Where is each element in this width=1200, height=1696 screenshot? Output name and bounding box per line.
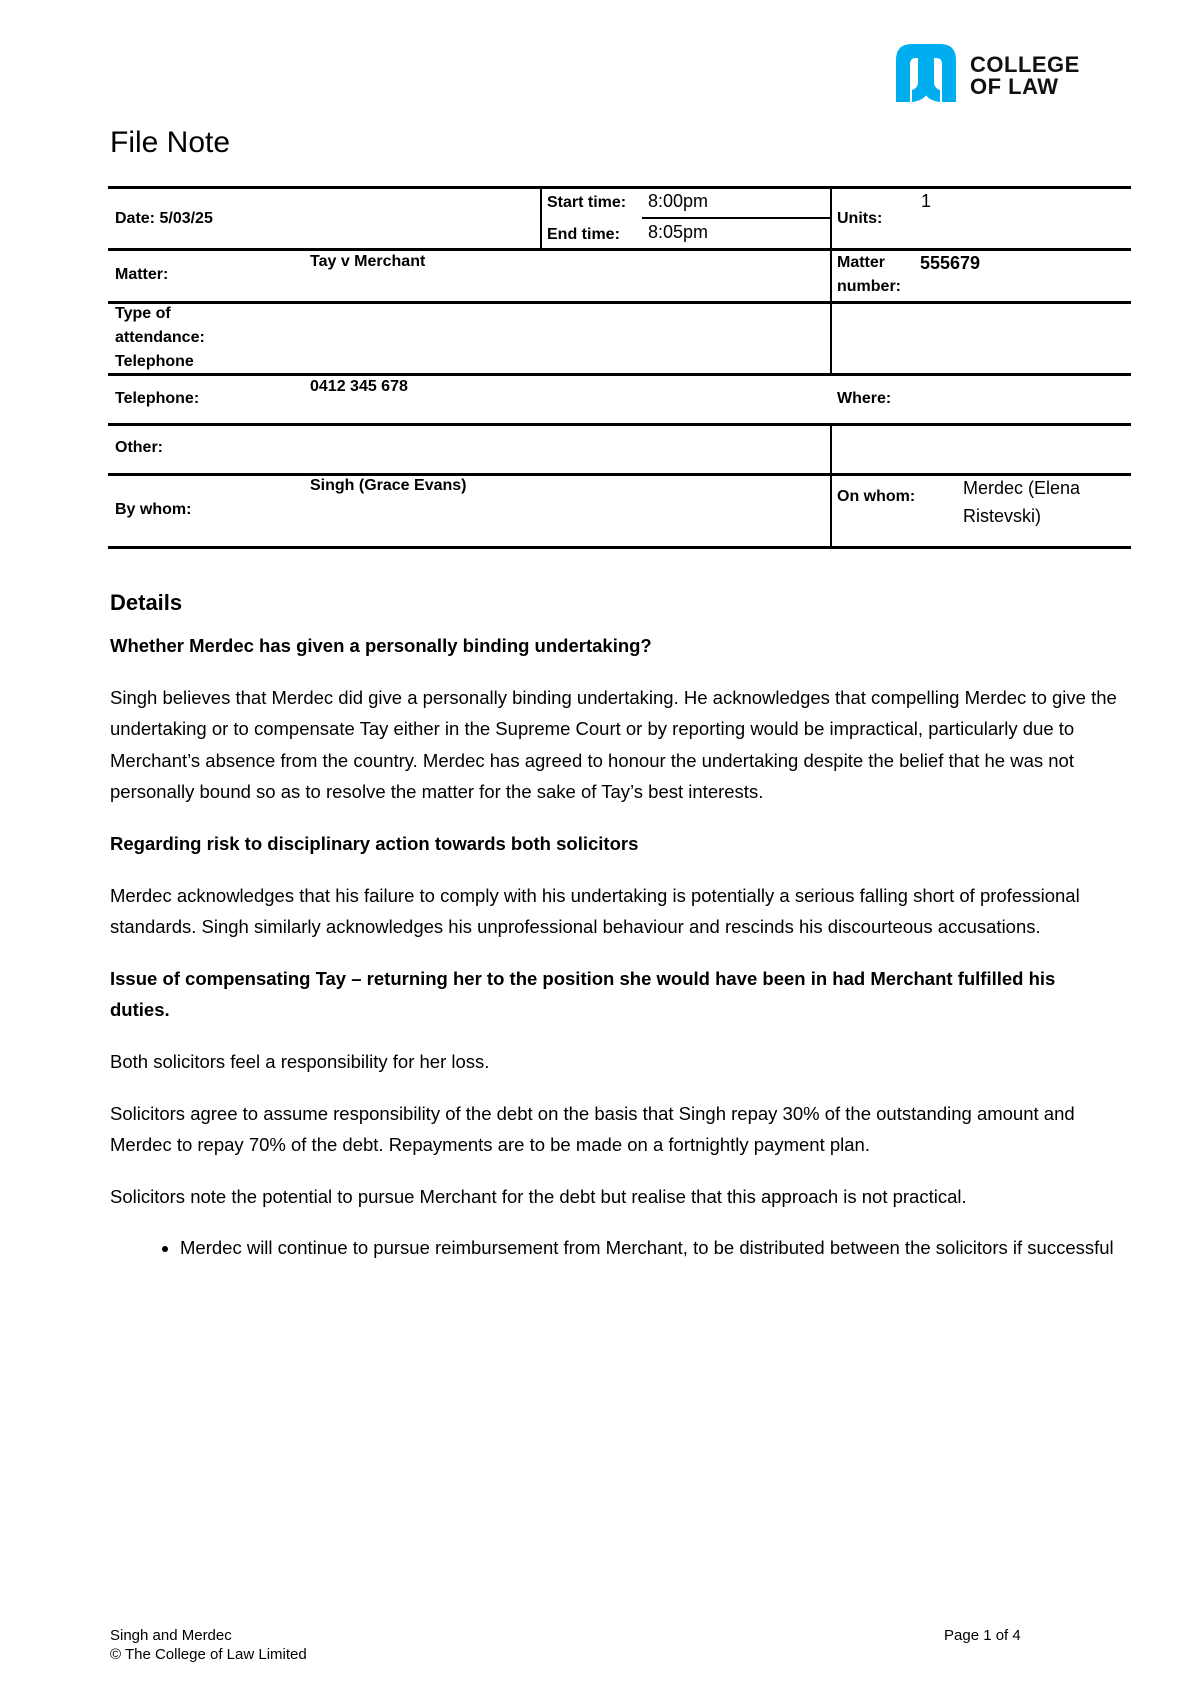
logo-text-line1: COLLEGE [970,52,1080,77]
table-divider [108,423,1131,426]
page-title: File Note [110,126,231,159]
question-heading: Issue of compensating Tay – returning her to the position she would have been in had Merchant fulfilled his duties. [110,967,1056,1021]
by-whom-value[interactable]: Singh (Grace Evans) [310,477,467,494]
table-divider [830,474,832,547]
table-divider [108,373,1131,376]
units-value[interactable]: 1 [921,191,932,211]
units-label: Units: [837,210,883,227]
where-label: Where: [837,390,892,407]
telephone-label: Telephone: [115,390,200,407]
table-divider [108,186,1131,189]
table-divider [642,217,831,219]
date-field [115,207,213,231]
paragraph: Solicitors note the potential to pursue Merchant for the debt but realise that this approach is not practical. [110,1185,967,1207]
college-of-law-logo [894,42,1094,108]
paragraph: Singh believes that Merdec did give a personally binding undertaking. He acknowledges that compelling Merdec to give the undertaking or to compensate Tay either in the Supreme Court or by reporting would be impractical, particularly due to Merchant’s absence from the country. Merdec has agreed to honour the undertaking despite the belief that he was not personally bound so as to resolve the matter for the sake of Tay’s best interests. [110,686,1117,803]
matter-number-label: Matter number: [837,254,901,295]
telephone-value[interactable]: 0412 345 678 [310,378,408,395]
details-heading: Details [110,590,183,615]
logo-text-line2: OF LAW [970,74,1059,99]
table-divider [108,546,1131,549]
attendance-field: Type of attendance: Telephone [115,302,205,374]
by-whom-label: By whom: [115,501,192,518]
start-time-value[interactable]: 8:00pm [648,191,709,211]
paragraph: Both solicitors feel a responsibility for her loss. [110,1050,490,1072]
page-number: Page 1 of 4 [944,1627,1021,1644]
on-whom-value[interactable]: Merdec (Elena Ristevski) [963,478,1081,526]
footer-left [110,1626,307,1664]
question-heading: Regarding risk to disciplinary action towards both solicitors [110,832,639,854]
list-item: • Merdec will continue to pursue reimbursement from Merchant, to be distributed between the solicitors if successful [180,1232,1120,1264]
details-section [110,588,1120,1264]
table-divider [540,188,542,249]
footer-parties: Singh and Merdec [110,1627,232,1644]
end-time-value[interactable]: 8:05pm [648,222,709,242]
attendance-value[interactable]: Telephone [115,353,194,370]
matter-label: Matter: [115,266,169,283]
end-time-label: End time: [547,226,620,243]
table-divider [108,301,1131,304]
paragraph: Solicitors agree to assume responsibility of the debt on the basis that Singh repay 30% of the outstanding amount and Merdec to repay 70% of the debt. Repayments are to be made on a fortnightly payment plan. [110,1102,1075,1156]
other-label: Other: [115,439,163,456]
matter-number-value[interactable]: 555679 [920,253,981,273]
footer-copyright: © The College of Law Limited [110,1646,307,1663]
table-divider [830,424,832,474]
college-of-law-logo-icon [894,42,958,106]
paragraph: Merdec acknowledges that his failure to comply with his undertaking is potentially a serious falling short of professional standards. Singh similarly acknowledges his unprofessional behaviour and rescinds his discourteous accusations. [110,884,1080,938]
start-time-label: Start time: [547,194,627,211]
date-value[interactable]: 5/03/25 [159,210,213,227]
matter-value[interactable]: Tay v Merchant [310,253,426,270]
table-divider [830,188,832,374]
question-heading: Whether Merdec has given a personally binding undertaking? [110,635,652,656]
bullet-list [110,1232,1120,1264]
on-whom-label: On whom: [837,488,916,505]
date-label: Date: [115,210,156,227]
